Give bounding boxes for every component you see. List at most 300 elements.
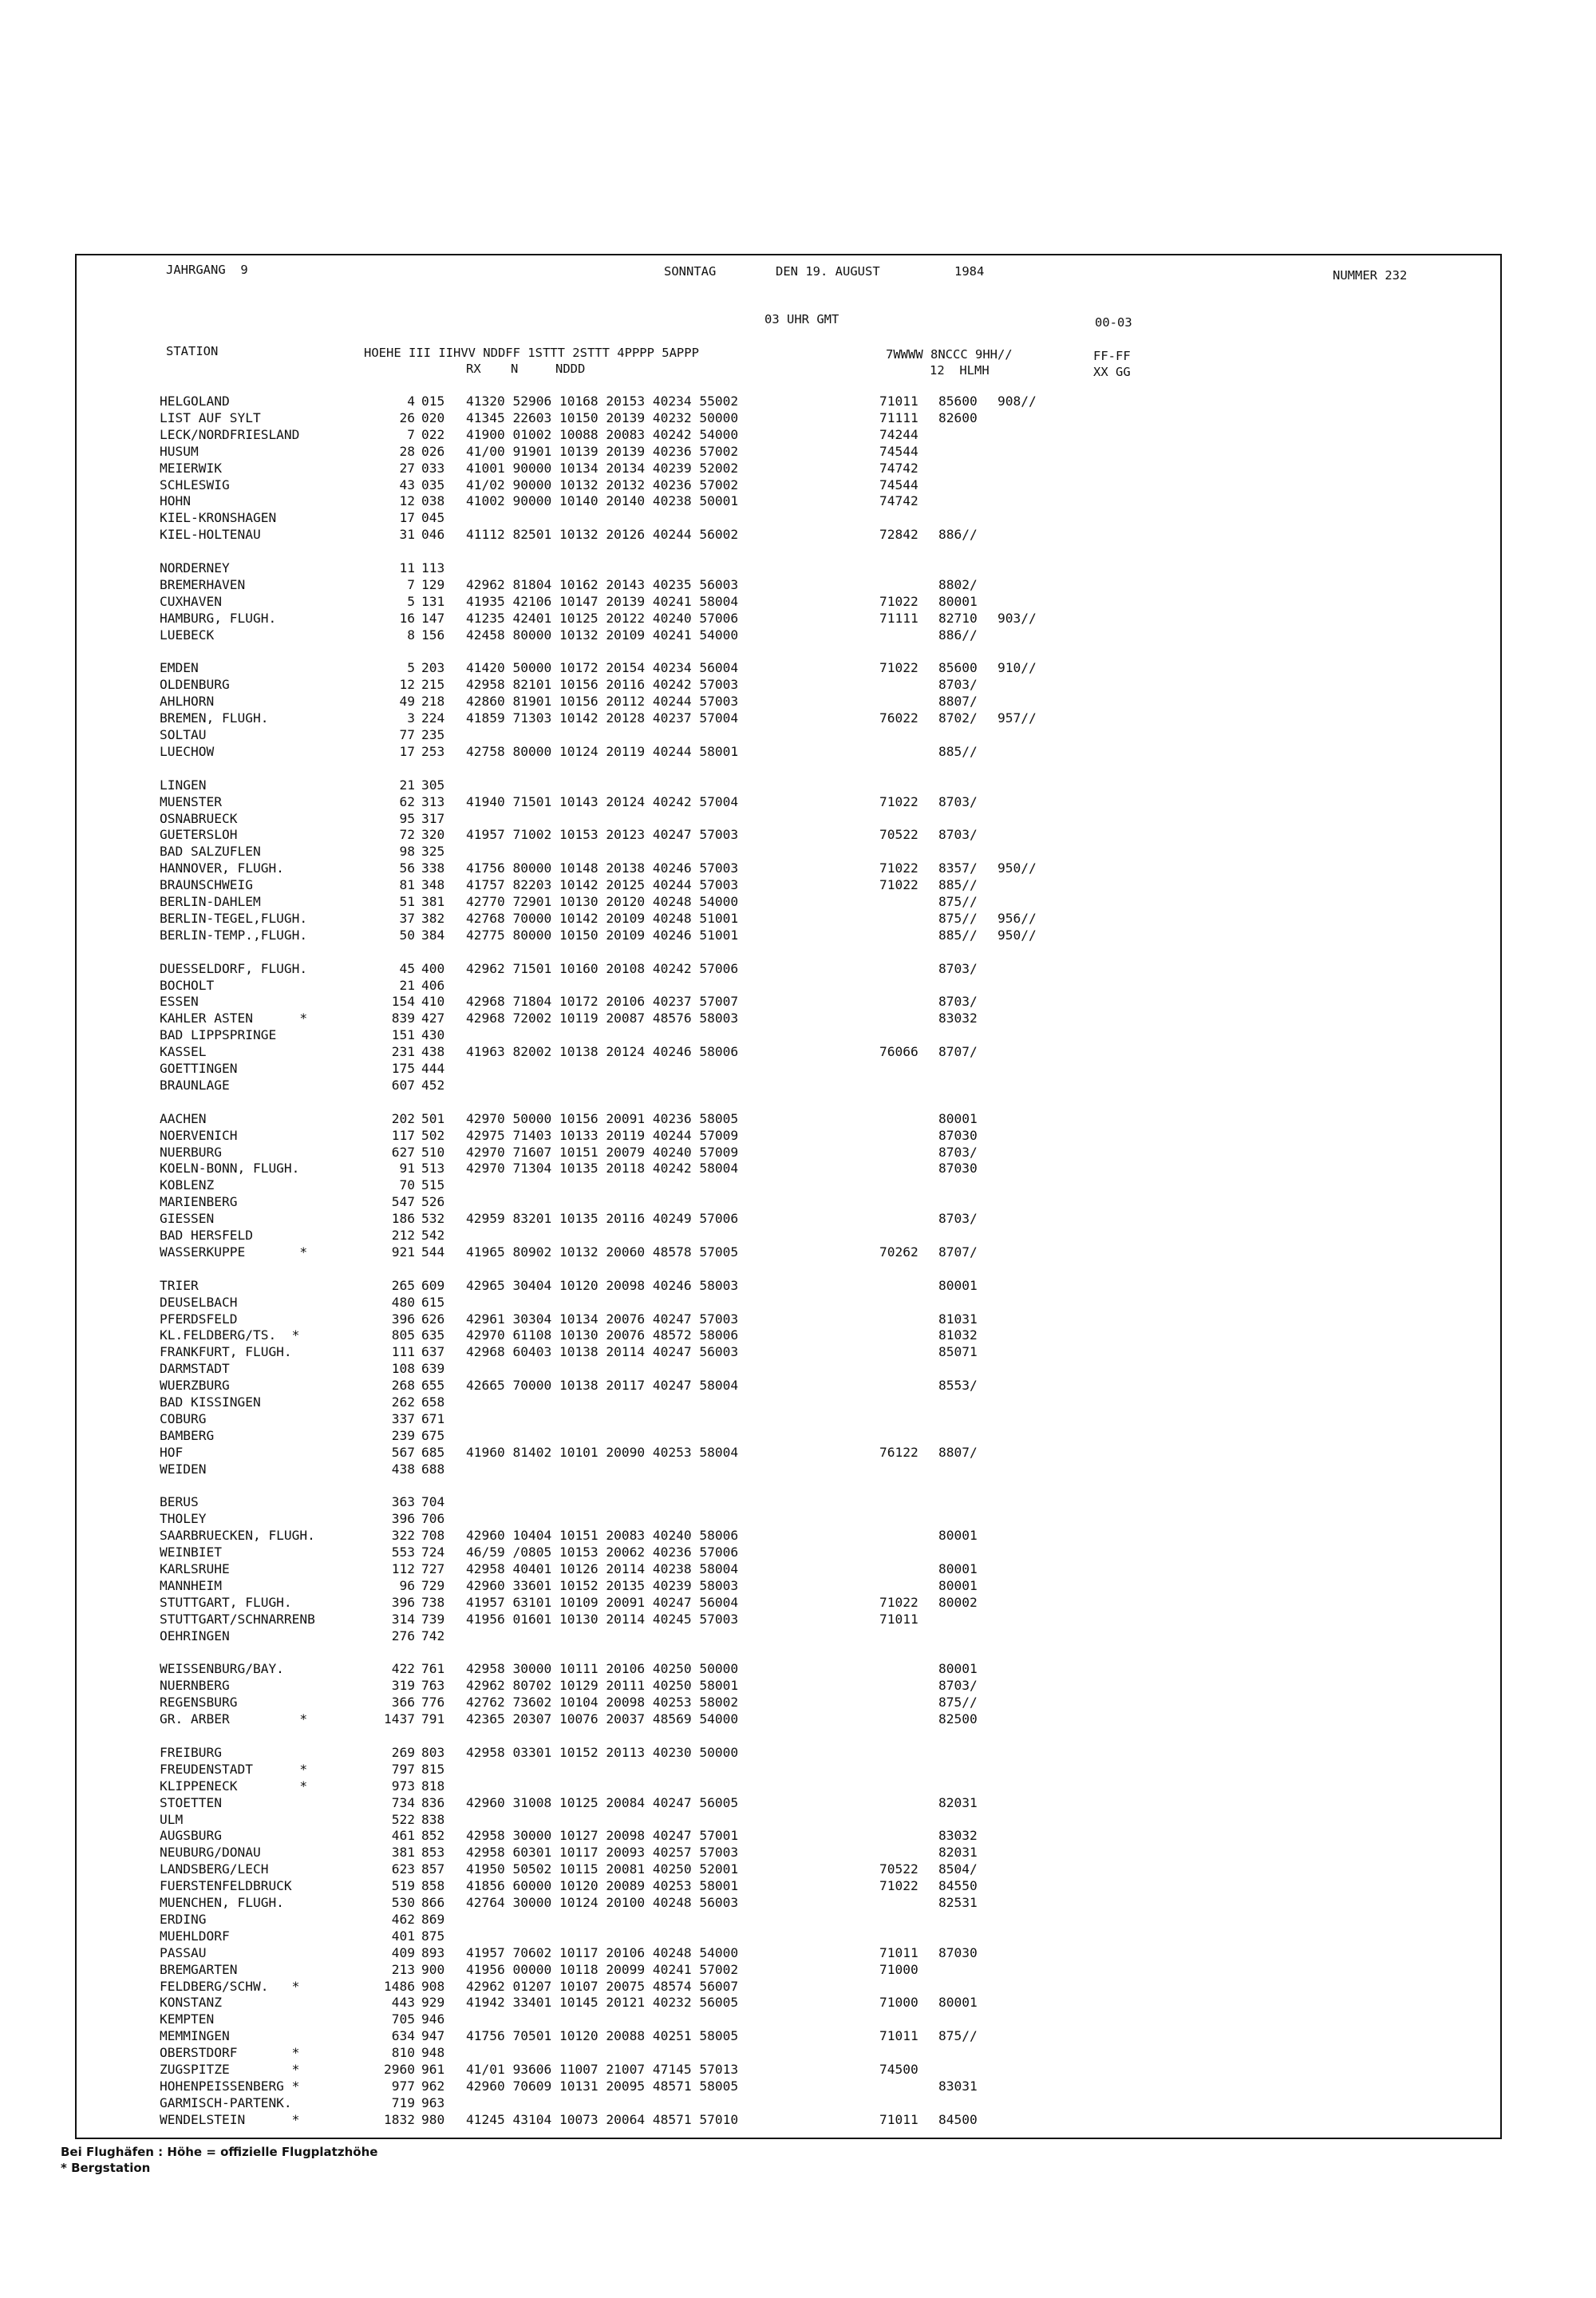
station-index: 348 xyxy=(421,877,445,893)
station-index: 035 xyxy=(421,477,445,492)
station-index: 406 xyxy=(421,977,445,993)
station-name: ERDING xyxy=(160,1911,207,1927)
station-name: THOLEY xyxy=(160,1511,207,1527)
station-height: 401 xyxy=(391,1928,415,1944)
station-row xyxy=(0,526,1596,543)
station-row xyxy=(0,1628,1596,1644)
station-row xyxy=(0,1594,1596,1611)
station-index: 980 xyxy=(421,2111,445,2127)
station-index: 609 xyxy=(421,1277,445,1293)
station-index: 948 xyxy=(421,2045,445,2061)
station-height: 81 xyxy=(399,877,415,893)
station-height: 734 xyxy=(391,1794,415,1810)
station-height: 17 xyxy=(399,510,415,526)
station-index: 026 xyxy=(421,443,445,459)
station-data: 41950 50502 10115 20081 40250 52001 xyxy=(466,1861,739,1877)
group-7wwww: 71011 xyxy=(879,2111,918,2127)
station-height: 50 xyxy=(399,927,415,943)
group-8nccc: 8703/ xyxy=(938,677,978,693)
station-index: 626 xyxy=(421,1311,445,1327)
station-height: 77 xyxy=(399,727,415,742)
station-height: 1437 xyxy=(384,1711,415,1727)
station-height: 45 xyxy=(399,960,415,976)
station-name: BAD LIPPSPRINGE xyxy=(160,1027,277,1043)
station-row xyxy=(0,1010,1596,1026)
station-row xyxy=(0,910,1596,927)
station-height: 1486 xyxy=(384,1978,415,1994)
group-7wwww: 74544 xyxy=(879,443,918,459)
station-data: 42970 61108 10130 20076 48572 58006 xyxy=(466,1327,739,1343)
station-index: 022 xyxy=(421,426,445,442)
station-row xyxy=(0,1978,1596,1995)
group-8nccc: 82031 xyxy=(938,1794,978,1810)
station-name: MUEHLDORF xyxy=(160,1928,230,1944)
station-height: 422 xyxy=(391,1661,415,1677)
station-name: FELDBERG/SCHW. * xyxy=(160,1978,300,1994)
group-7wwww: 71022 xyxy=(879,1594,918,1610)
group-8nccc: 8703/ xyxy=(938,960,978,976)
station-name: DEUSELBACH xyxy=(160,1294,238,1310)
group-8nccc: 8504/ xyxy=(938,1861,978,1877)
group-7wwww: 71022 xyxy=(879,877,918,893)
group-9hh: 950// xyxy=(998,860,1037,876)
group-9hh: 903// xyxy=(998,610,1037,626)
group-7wwww: 70262 xyxy=(879,1244,918,1260)
station-row xyxy=(0,1961,1596,1978)
station-height: 16 xyxy=(399,610,415,626)
station-index: 015 xyxy=(421,394,445,409)
group-8nccc: 84550 xyxy=(938,1878,978,1894)
station-index: 729 xyxy=(421,1577,445,1593)
station-row xyxy=(0,1994,1596,2011)
group-8nccc: 8703/ xyxy=(938,793,978,809)
station-data: 42961 30304 10134 20076 40247 57003 xyxy=(466,1311,739,1327)
station-row xyxy=(0,627,1596,643)
group-8nccc: 82600 xyxy=(938,409,978,425)
observation-time: 03 UHR GMT xyxy=(764,312,839,326)
station-name: WEIDEN xyxy=(160,1461,207,1477)
station-name: REGENSBURG xyxy=(160,1695,238,1711)
station-data: 42958 30000 10111 20106 40250 50000 xyxy=(466,1661,739,1677)
station-data: 42962 81804 10162 20143 40235 56003 xyxy=(466,576,739,592)
group-8nccc: 81031 xyxy=(938,1311,978,1327)
station-index: 708 xyxy=(421,1528,445,1544)
group-9hh: 910// xyxy=(998,660,1037,676)
station-height: 530 xyxy=(391,1895,415,1910)
station-name: KAHLER ASTEN * xyxy=(160,1011,308,1026)
station-index: 313 xyxy=(421,793,445,809)
station-height: 337 xyxy=(391,1410,415,1426)
station-data: 41963 82002 10138 20124 40246 58006 xyxy=(466,1044,739,1060)
station-height: 797 xyxy=(391,1761,415,1777)
station-row xyxy=(0,1026,1596,1043)
station-row xyxy=(0,826,1596,843)
station-index: 869 xyxy=(421,1911,445,1927)
station-row xyxy=(0,876,1596,893)
station-height: 186 xyxy=(391,1211,415,1227)
group-8nccc: 8357/ xyxy=(938,860,978,876)
station-row xyxy=(0,1327,1596,1343)
station-height: 461 xyxy=(391,1828,415,1844)
station-name: AHLHORN xyxy=(160,694,215,710)
station-index: 020 xyxy=(421,409,445,425)
group-8nccc: 886// xyxy=(938,527,978,543)
station-data: 41756 70501 10120 20088 40251 58005 xyxy=(466,2028,739,2044)
station-name: SAARBRUECKEN, FLUGH. xyxy=(160,1528,315,1544)
station-index: 382 xyxy=(421,910,445,926)
station-index: 033 xyxy=(421,460,445,476)
station-height: 977 xyxy=(391,2078,415,2094)
station-index: 637 xyxy=(421,1344,445,1360)
station-index: 215 xyxy=(421,677,445,693)
station-row xyxy=(0,1244,1596,1260)
station-index: 836 xyxy=(421,1794,445,1810)
station-height: 553 xyxy=(391,1545,415,1560)
station-name: STOETTEN xyxy=(160,1794,222,1810)
station-index: 430 xyxy=(421,1027,445,1043)
station-row xyxy=(0,676,1596,693)
station-height: 839 xyxy=(391,1011,415,1026)
station-name: KOBLENZ xyxy=(160,1177,215,1193)
station-data: 41956 01601 10130 20114 40245 57003 xyxy=(466,1611,739,1627)
station-height: 21 xyxy=(399,777,415,793)
station-height: 634 xyxy=(391,2028,415,2044)
station-name: BERUS xyxy=(160,1494,199,1510)
station-index: 235 xyxy=(421,727,445,742)
group-7wwww: 71011 xyxy=(879,2028,918,2044)
station-height: 265 xyxy=(391,1277,415,1293)
station-height: 381 xyxy=(391,1845,415,1861)
column-station: STATION xyxy=(166,344,219,358)
station-height: 112 xyxy=(391,1561,415,1576)
station-index: 224 xyxy=(421,710,445,726)
group-8nccc: 8707/ xyxy=(938,1244,978,1260)
group-7wwww: 74544 xyxy=(879,477,918,492)
station-row xyxy=(0,1210,1596,1227)
group-8nccc: 875// xyxy=(938,894,978,909)
group-8nccc: 885// xyxy=(938,877,978,893)
station-row xyxy=(0,477,1596,493)
station-index: 325 xyxy=(421,844,445,860)
station-height: 72 xyxy=(399,827,415,843)
group-7wwww: 74742 xyxy=(879,460,918,476)
station-height: 111 xyxy=(391,1344,415,1360)
station-index: 218 xyxy=(421,694,445,710)
station-name: LUECHOW xyxy=(160,743,215,759)
station-data: 41245 43104 10073 20064 48571 57010 xyxy=(466,2111,739,2127)
station-index: 866 xyxy=(421,1895,445,1910)
station-row xyxy=(0,1677,1596,1694)
station-height: 96 xyxy=(399,1577,415,1593)
group-8nccc: 8703/ xyxy=(938,1144,978,1160)
station-name: WEISSENBURG/BAY. xyxy=(160,1661,284,1677)
station-index: 156 xyxy=(421,627,445,643)
station-name: NOERVENICH xyxy=(160,1127,238,1143)
station-data: 41957 70602 10117 20106 40248 54000 xyxy=(466,1944,739,1960)
station-row xyxy=(0,2094,1596,2111)
station-name: FRANKFURT, FLUGH. xyxy=(160,1344,292,1360)
station-index: 900 xyxy=(421,1961,445,1977)
station-name: OEHRINGEN xyxy=(160,1628,230,1643)
station-row xyxy=(0,1711,1596,1727)
station-data: 41420 50000 10172 20154 40234 56004 xyxy=(466,660,739,676)
station-data: 41859 71303 10142 20128 40237 57004 xyxy=(466,710,739,726)
group-7wwww: 71000 xyxy=(879,1995,918,2011)
station-index: 658 xyxy=(421,1394,445,1410)
station-name: STUTTGART/SCHNARRENB xyxy=(160,1611,315,1627)
station-data: 41756 80000 10148 20138 40246 57003 xyxy=(466,860,739,876)
station-row xyxy=(0,2027,1596,2044)
station-height: 607 xyxy=(391,1077,415,1093)
column-ff: FF-FF xyxy=(1093,349,1131,363)
station-height: 154 xyxy=(391,994,415,1010)
station-data: 42970 71304 10135 20118 40242 58004 xyxy=(466,1161,739,1177)
station-index: 400 xyxy=(421,960,445,976)
station-name: HELGOLAND xyxy=(160,394,230,409)
station-height: 396 xyxy=(391,1511,415,1527)
station-data: 42962 80702 10129 20111 40250 58001 xyxy=(466,1678,739,1694)
station-name: COBURG xyxy=(160,1410,207,1426)
station-row xyxy=(0,576,1596,593)
station-index: 875 xyxy=(421,1928,445,1944)
station-row xyxy=(0,843,1596,860)
station-name: BAD HERSFELD xyxy=(160,1228,253,1243)
station-data: 42968 71804 10172 20106 40237 57007 xyxy=(466,994,739,1010)
footnote-mountain: * Bergstation xyxy=(61,2161,151,2175)
station-name: BAMBERG xyxy=(160,1427,215,1443)
group-8nccc: 81032 xyxy=(938,1327,978,1343)
group-9hh: 956// xyxy=(998,910,1037,926)
group-7wwww: 74742 xyxy=(879,493,918,509)
station-row xyxy=(0,1827,1596,1844)
station-height: 5 xyxy=(407,593,415,609)
station-data: 41935 42106 10147 20139 40241 58004 xyxy=(466,593,739,609)
station-name: WEINBIET xyxy=(160,1545,222,1560)
station-data: 41/02 90000 10132 20132 40236 57002 xyxy=(466,477,739,492)
station-height: 443 xyxy=(391,1995,415,2011)
station-height: 438 xyxy=(391,1461,415,1477)
station-name: DARMSTADT xyxy=(160,1361,230,1377)
station-name: MUENSTER xyxy=(160,793,222,809)
station-data: 42775 80000 10150 20109 40246 51001 xyxy=(466,927,739,943)
station-height: 12 xyxy=(399,677,415,693)
station-index: 635 xyxy=(421,1327,445,1343)
station-index: 685 xyxy=(421,1444,445,1460)
group-8nccc: 87030 xyxy=(938,1127,978,1143)
station-index: 962 xyxy=(421,2078,445,2094)
station-name: WENDELSTEIN * xyxy=(160,2111,300,2127)
station-row xyxy=(0,1277,1596,1294)
station-index: 727 xyxy=(421,1561,445,1576)
group-7wwww: 71022 xyxy=(879,793,918,809)
station-name: PASSAU xyxy=(160,1944,207,1960)
station-height: 21 xyxy=(399,977,415,993)
station-row xyxy=(0,1794,1596,1811)
station-height: 91 xyxy=(399,1161,415,1177)
station-height: 719 xyxy=(391,2094,415,2110)
station-data: 42665 70000 10138 20117 40247 58004 xyxy=(466,1378,739,1394)
station-name: BREMERHAVEN xyxy=(160,576,246,592)
station-index: 639 xyxy=(421,1361,445,1377)
date: DEN 19. AUGUST xyxy=(776,264,880,279)
station-index: 615 xyxy=(421,1294,445,1310)
year: 1984 xyxy=(954,264,985,279)
station-index: 852 xyxy=(421,1828,445,1844)
station-name: HAMBURG, FLUGH. xyxy=(160,610,277,626)
station-height: 11 xyxy=(399,560,415,575)
station-index: 706 xyxy=(421,1511,445,1527)
station-height: 409 xyxy=(391,1944,415,1960)
station-row xyxy=(0,1144,1596,1161)
station-row xyxy=(0,1844,1596,1861)
group-8nccc: 83032 xyxy=(938,1011,978,1026)
station-height: 62 xyxy=(399,793,415,809)
group-8nccc: 885// xyxy=(938,927,978,943)
station-row xyxy=(0,659,1596,676)
station-index: 947 xyxy=(421,2028,445,2044)
station-data: 42958 40401 10126 20114 40238 58004 xyxy=(466,1561,739,1576)
station-height: 480 xyxy=(391,1294,415,1310)
station-row xyxy=(0,1877,1596,1894)
station-row xyxy=(0,460,1596,477)
station-index: 438 xyxy=(421,1044,445,1060)
station-index: 317 xyxy=(421,810,445,826)
station-name: ESSEN xyxy=(160,994,199,1010)
station-data: 42768 70000 10142 20109 40248 51001 xyxy=(466,910,739,926)
station-height: 51 xyxy=(399,894,415,909)
group-8nccc: 85600 xyxy=(938,660,978,676)
group-8nccc: 8807/ xyxy=(938,1444,978,1460)
station-data: 42758 80000 10124 20119 40244 58001 xyxy=(466,743,739,759)
station-name: GOETTINGEN xyxy=(160,1061,238,1076)
station-height: 27 xyxy=(399,460,415,476)
station-height: 366 xyxy=(391,1695,415,1711)
group-8nccc: 80001 xyxy=(938,1561,978,1576)
station-row xyxy=(0,726,1596,743)
group-8nccc: 80001 xyxy=(938,1110,978,1126)
station-data: 42970 71607 10151 20079 40240 57009 xyxy=(466,1144,739,1160)
column-groups-sub: 12 HLMH xyxy=(930,363,990,378)
station-data: 46/59 /0805 10153 20062 40236 57006 xyxy=(466,1545,739,1560)
group-8nccc: 80001 xyxy=(938,1661,978,1677)
station-row xyxy=(0,993,1596,1010)
group-8nccc: 87030 xyxy=(938,1944,978,1960)
station-name: NEUBURG/DONAU xyxy=(160,1845,261,1861)
station-name: LINGEN xyxy=(160,777,207,793)
station-data: 41757 82203 10142 20125 40244 57003 xyxy=(466,877,739,893)
station-row xyxy=(0,810,1596,827)
station-index: 045 xyxy=(421,510,445,526)
station-index: 046 xyxy=(421,527,445,543)
station-height: 2960 xyxy=(384,2062,415,2077)
station-height: 705 xyxy=(391,2011,415,2027)
station-name: OBERSTDORF * xyxy=(160,2045,300,2061)
station-index: 502 xyxy=(421,1127,445,1143)
station-height: 212 xyxy=(391,1228,415,1243)
station-height: 95 xyxy=(399,810,415,826)
station-height: 4 xyxy=(407,394,415,409)
station-data: 42960 10404 10151 20083 40240 58006 xyxy=(466,1528,739,1544)
station-row xyxy=(0,426,1596,443)
station-data: 41856 60000 10120 20089 40253 58001 xyxy=(466,1878,739,1894)
station-height: 3 xyxy=(407,710,415,726)
station-index: 655 xyxy=(421,1378,445,1394)
station-row xyxy=(0,610,1596,627)
group-8nccc: 80001 xyxy=(938,1577,978,1593)
station-index: 203 xyxy=(421,660,445,676)
station-data: 41957 63101 10109 20091 40247 56004 xyxy=(466,1594,739,1610)
station-name: FREIBURG xyxy=(160,1744,222,1760)
station-data: 42959 83201 10135 20116 40249 57006 xyxy=(466,1211,739,1227)
station-name: BREMGARTEN xyxy=(160,1961,238,1977)
group-8nccc: 83032 xyxy=(938,1828,978,1844)
station-row xyxy=(0,1043,1596,1060)
station-name: ULM xyxy=(160,1811,184,1827)
station-height: 810 xyxy=(391,2045,415,2061)
station-height: 31 xyxy=(399,527,415,543)
station-index: 742 xyxy=(421,1628,445,1643)
station-name: NUERNBERG xyxy=(160,1678,230,1694)
station-index: 452 xyxy=(421,1077,445,1093)
station-row xyxy=(0,1493,1596,1510)
station-name: BAD SALZUFLEN xyxy=(160,844,261,860)
station-row xyxy=(0,927,1596,943)
station-row xyxy=(0,1377,1596,1394)
station-data: 41957 71002 10153 20123 40247 57003 xyxy=(466,827,739,843)
station-name: KASSEL xyxy=(160,1044,207,1060)
station-name: KL.FELDBERG/TS. * xyxy=(160,1327,300,1343)
station-row xyxy=(0,1694,1596,1711)
station-height: 56 xyxy=(399,860,415,876)
station-name: SCHLESWIG xyxy=(160,477,230,492)
station-row xyxy=(0,1127,1596,1144)
station-name: HOF xyxy=(160,1444,184,1460)
station-height: 7 xyxy=(407,576,415,592)
station-index: 853 xyxy=(421,1845,445,1861)
station-row xyxy=(0,777,1596,793)
station-row xyxy=(0,1461,1596,1477)
station-height: 26 xyxy=(399,409,415,425)
station-index: 113 xyxy=(421,560,445,575)
station-height: 567 xyxy=(391,1444,415,1460)
station-index: 515 xyxy=(421,1177,445,1193)
station-row xyxy=(0,593,1596,610)
station-name: LECK/NORDFRIESLAND xyxy=(160,426,300,442)
station-index: 791 xyxy=(421,1711,445,1727)
station-row xyxy=(0,2011,1596,2027)
station-data: 42958 60301 10117 20093 40257 57003 xyxy=(466,1845,739,1861)
station-name: KEMPTEN xyxy=(160,2011,215,2027)
station-name: KARLSRUHE xyxy=(160,1561,230,1576)
station-index: 532 xyxy=(421,1211,445,1227)
station-data: 42962 01207 10107 20075 48574 56007 xyxy=(466,1978,739,1994)
station-row xyxy=(0,1660,1596,1677)
station-data: 41942 33401 10145 20121 40232 56005 xyxy=(466,1995,739,2011)
station-height: 623 xyxy=(391,1861,415,1877)
station-index: 724 xyxy=(421,1545,445,1560)
station-name: TRIER xyxy=(160,1277,199,1293)
group-7wwww: 72842 xyxy=(879,527,918,543)
station-name: BRAUNSCHWEIG xyxy=(160,877,253,893)
station-name: KOELN-BONN, FLUGH. xyxy=(160,1161,300,1177)
station-index: 147 xyxy=(421,610,445,626)
station-name: KIEL-KRONSHAGEN xyxy=(160,510,277,526)
station-index: 444 xyxy=(421,1061,445,1076)
station-data: 42365 20307 10076 20037 48569 54000 xyxy=(466,1711,739,1727)
station-height: 1832 xyxy=(384,2111,415,2127)
station-row xyxy=(0,1410,1596,1427)
station-row xyxy=(0,960,1596,977)
